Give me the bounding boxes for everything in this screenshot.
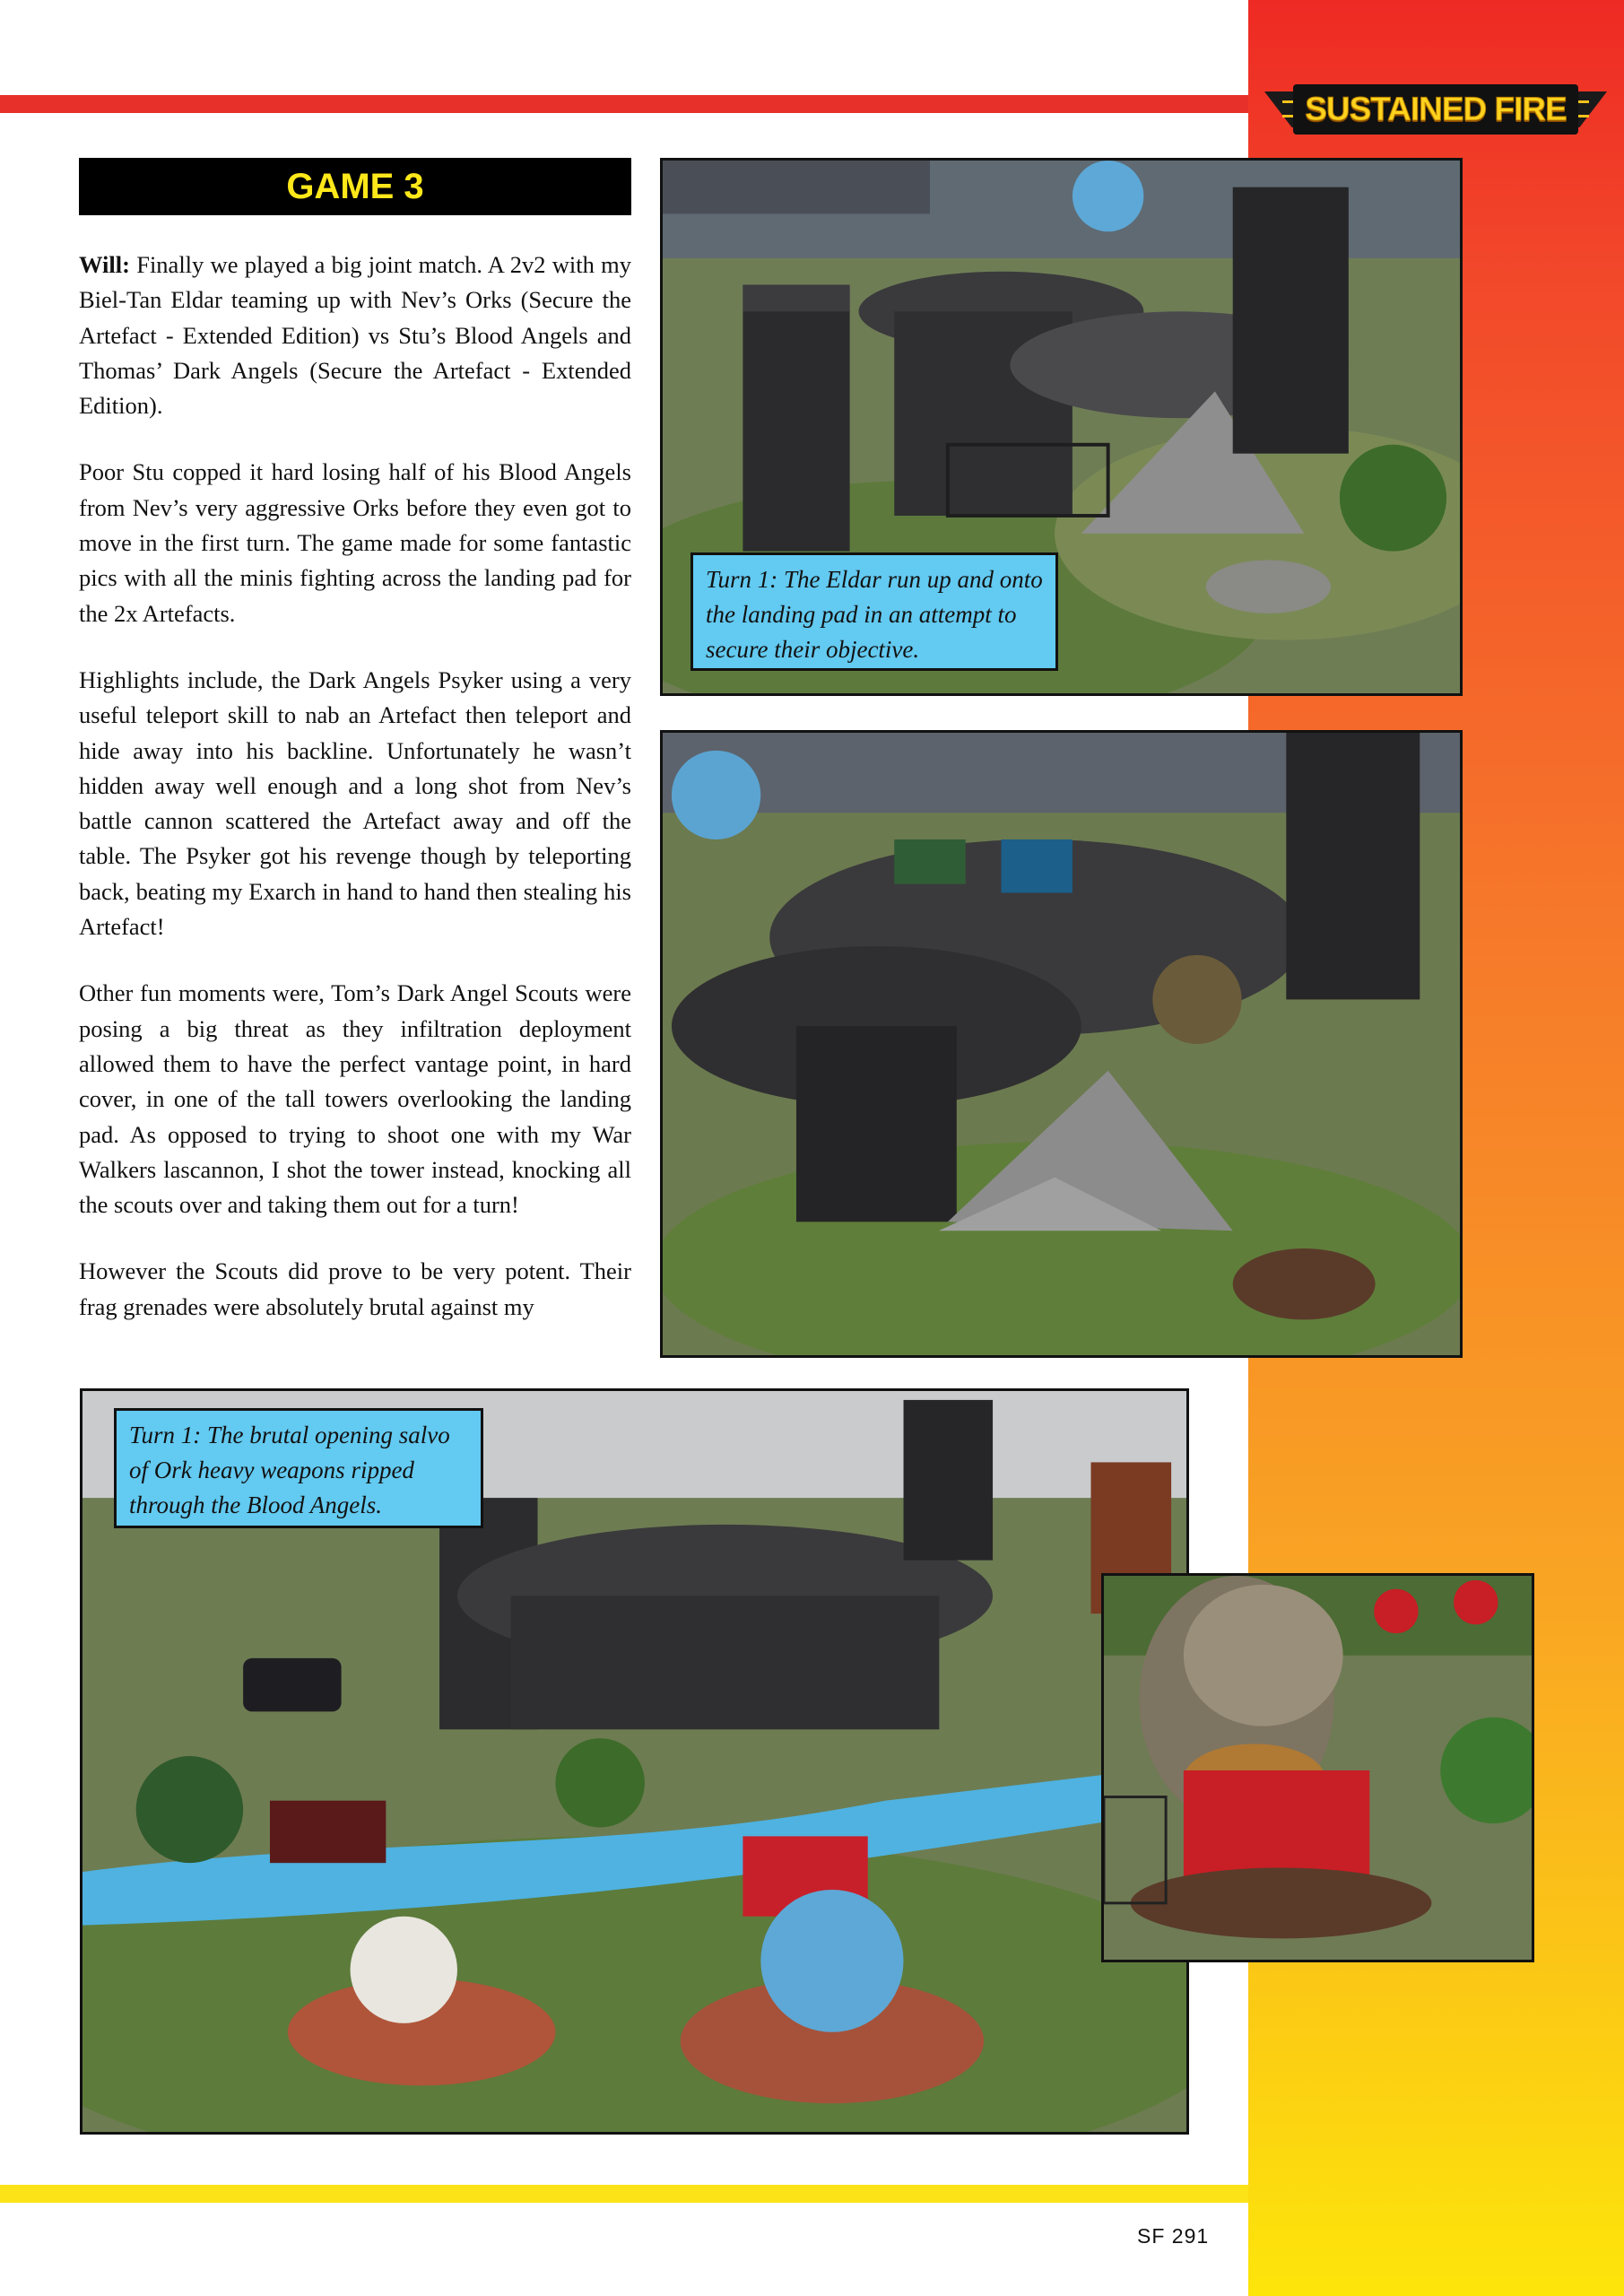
top-rule: [0, 95, 1248, 113]
article-body: [79, 248, 631, 1365]
logo-text: SUSTAINED FIRE: [1305, 91, 1567, 127]
paragraph-text: Finally we played a big joint match. A 2v2 with my Biel-Tan Eldar teaming up with Nev’s Orks (Secure the Artefact - Extended Edition) vs Stu’s Blood Angels and Thomas’ Dark Angels (Secure the Artefact - Extended Edition).: [79, 251, 631, 420]
article-paragraph: Highlights include, the Dark Angels Psyker using a very useful teleport skill to nab an Artefact then teleport and hide away into his backline. Unfortunately he wasn’t hidden away well enough and a long shot from Nev’s battle cannon scattered the Artefact away and off the table. The Psyker got his revenge though by teleporting back, beating my Exarch in hand to hand then stealing his Artefact!: [79, 665, 631, 941]
article-paragraph: However the Scouts did prove to be very potent. Their frag grenades were absolutely brutal against my: [79, 1257, 631, 1320]
article-paragraph: Other fun moments were, Tom’s Dark Angel Scouts were posing a big threat as they infiltration deployment allowed them to have the perfect vantage point, in hard cover, in one of the tall towers overlooking the landing pad. As opposed to trying to shoot one with my War Walkers lascannon, I shot the tower instead, knocking all the scouts over and taking them out for a turn!: [79, 979, 631, 1219]
article-paragraph: Poor Stu copped it hard losing half of his Blood Angels from Nev’s very aggressive Orks before they even got to move in the first turn. The game made for some fantastic pics with all the minis fighting across the landing pad for the 2x Artefacts.: [79, 458, 631, 627]
bottom-rule: [0, 2185, 1248, 2203]
photo-exploding-vehicle-inset: [1101, 1573, 1534, 1962]
game-heading: GAME 3: [79, 158, 631, 215]
page-number: SF 291: [1137, 2224, 1210, 2248]
article-paragraph: [79, 248, 631, 423]
caption-photo1: Turn 1: The Eldar run up and onto the landing pad in an attempt to secure their objective.: [690, 552, 1058, 671]
sustained-fire-logo: [1264, 84, 1607, 135]
photo-landing-pad-closeup: [660, 730, 1463, 1358]
speaker-label: Will:: [79, 251, 130, 278]
caption-photo3: Turn 1: The brutal opening salvo of Ork heavy weapons ripped through the Blood Angels.: [114, 1408, 483, 1528]
